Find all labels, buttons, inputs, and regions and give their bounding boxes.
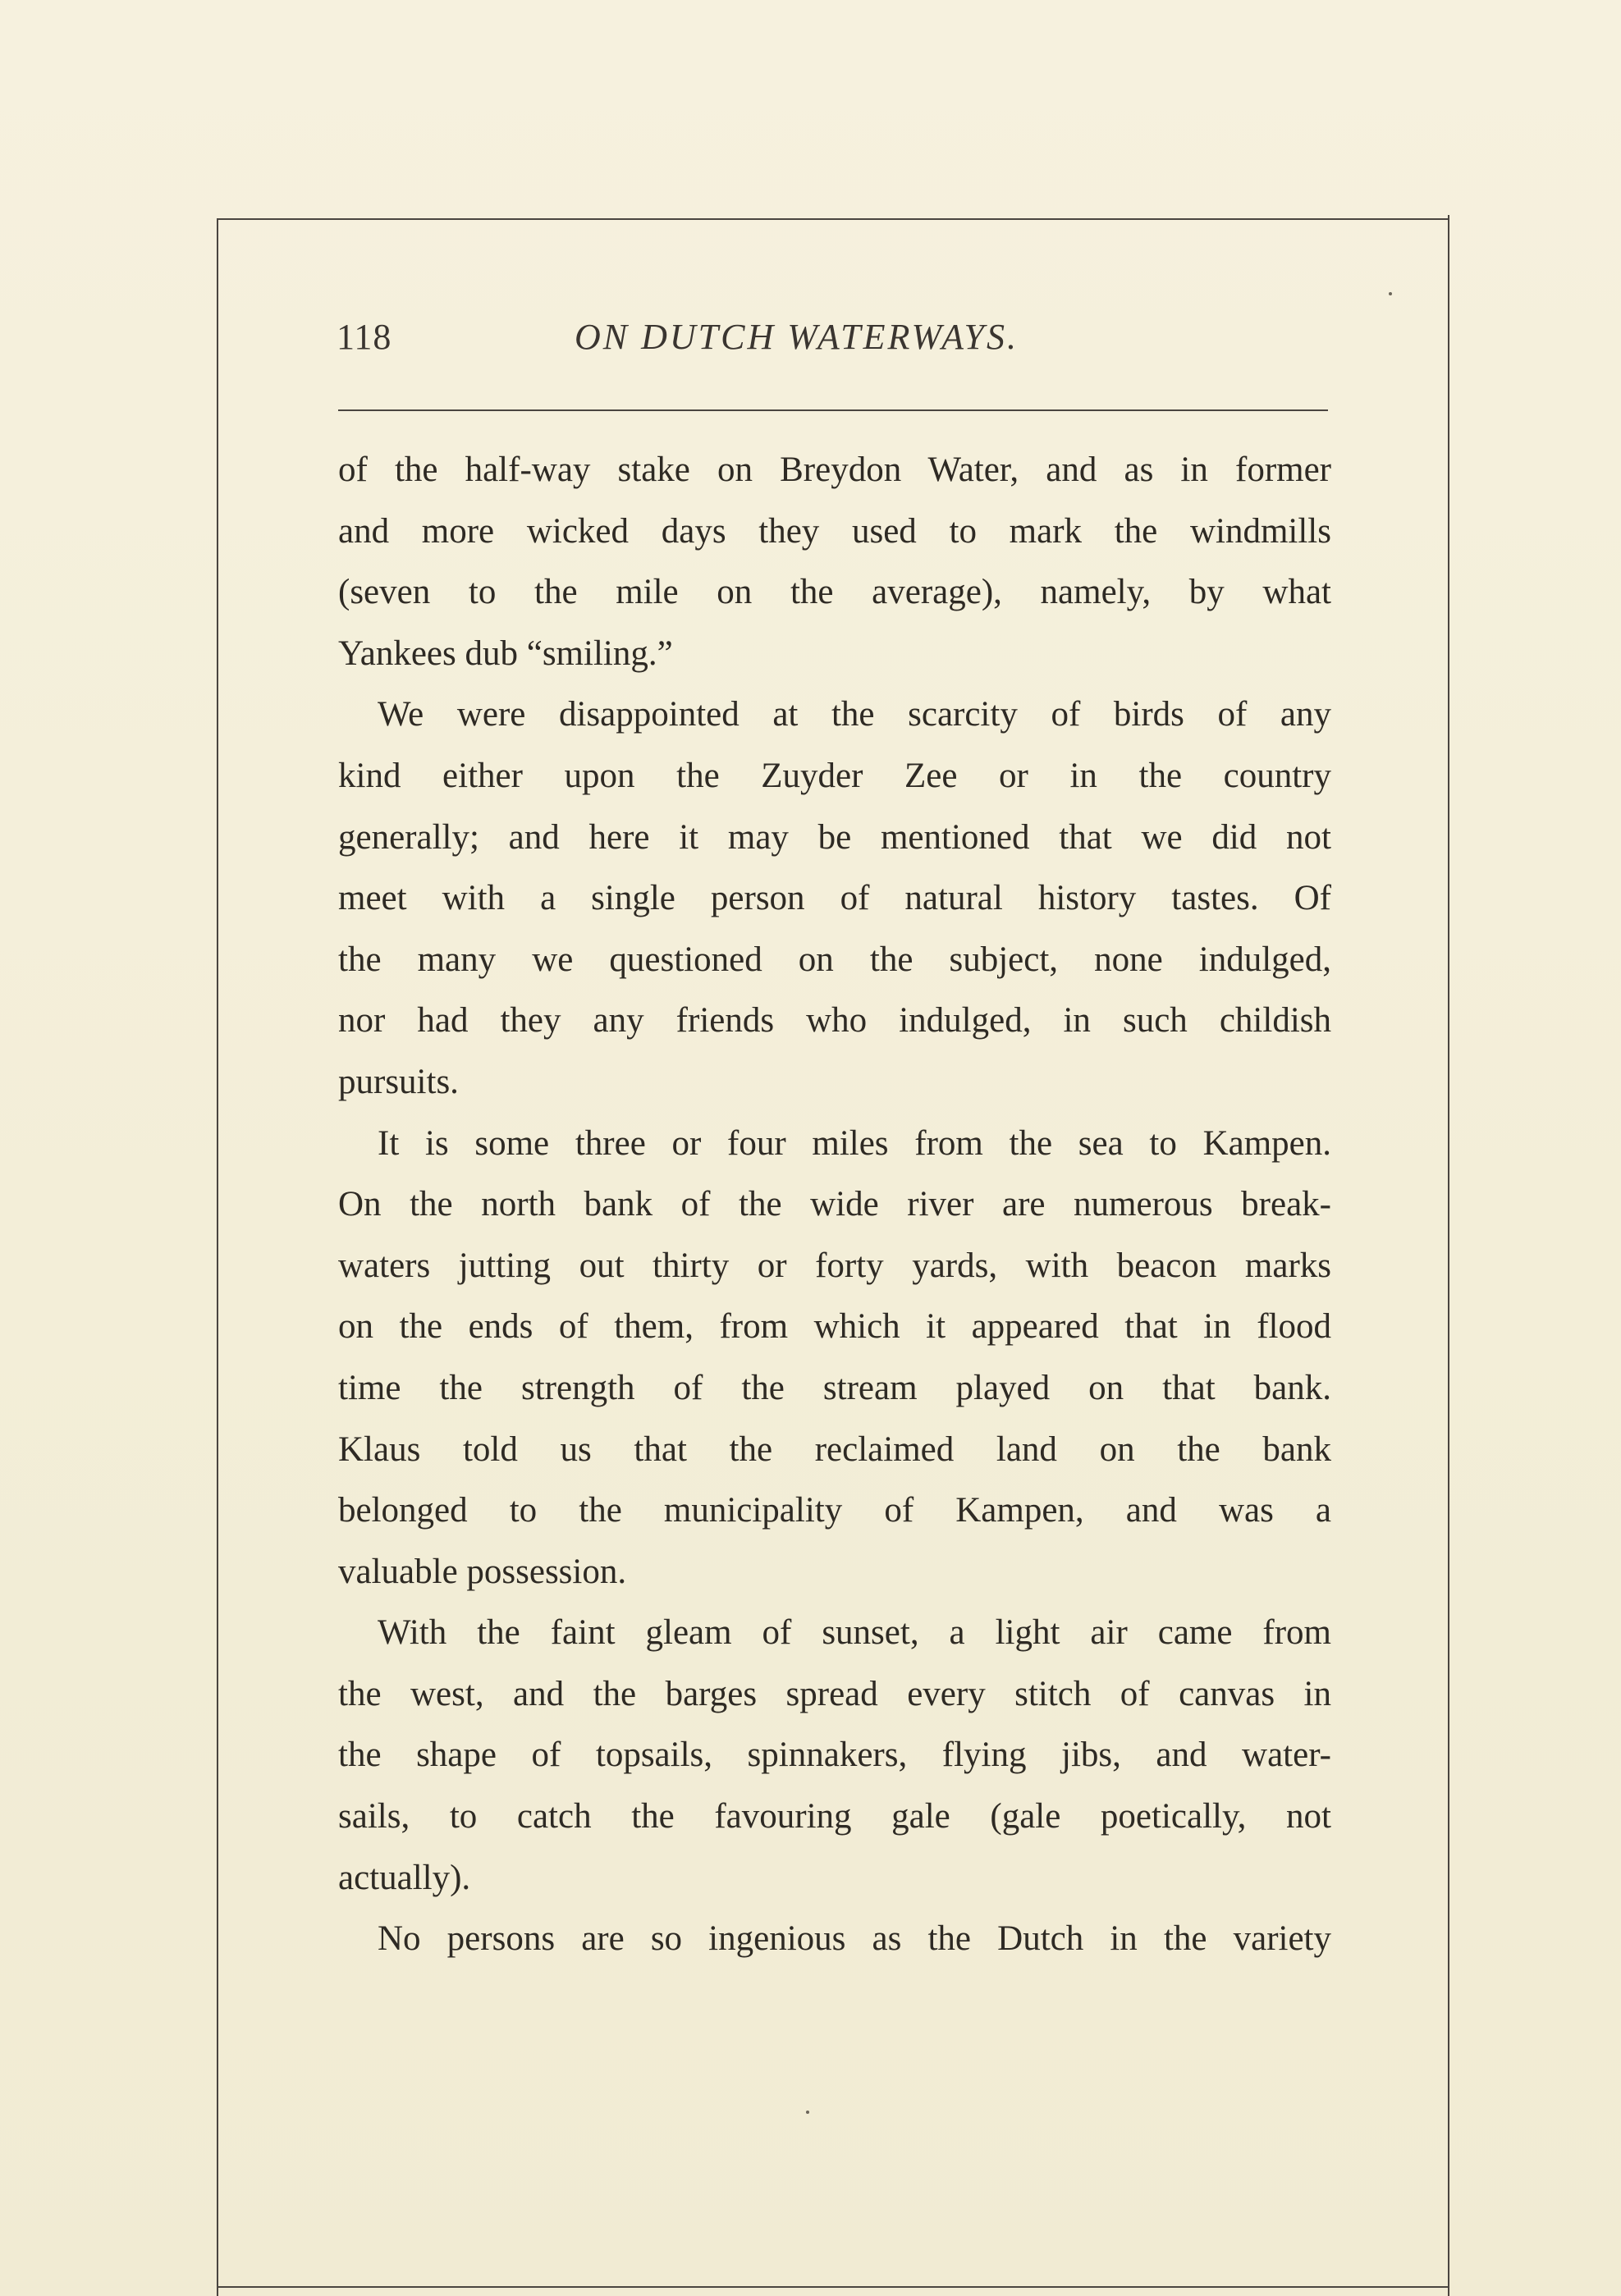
text-line: kind either upon the Zuyder Zee or in the country [338, 756, 1331, 795]
running-head [337, 316, 1330, 373]
frame-left-rule [217, 218, 218, 2296]
text-line: of the half-way stake on Breydon Water, and as in former [338, 451, 1331, 489]
text-line: time the strength of the stream played on that bank. [338, 1368, 1331, 1407]
text-line: meet with a single person of natural history tastes. Of [338, 879, 1331, 918]
text-line: and more wicked days they used to mark the windmills [338, 511, 1331, 551]
text-line: pursuits. [338, 1062, 459, 1101]
text-line: sails, to catch the favouring gale (gale poetically, not [338, 1797, 1331, 1836]
header-rule [338, 409, 1328, 411]
text-line: belonged to the municipality of Kampen, and was a [338, 1491, 1331, 1530]
text-line: nor had they any friends who indulged, in such childish [338, 1001, 1331, 1041]
body-text [338, 440, 1331, 1970]
paper-speck [806, 2111, 809, 2114]
page-number: 118 [337, 317, 392, 357]
text-line: We were disappointed at the scarcity of birds of any [378, 695, 1331, 734]
frame-top-rule [217, 218, 1449, 220]
text-line: It is some three or four miles from the sea to Kampen. [378, 1123, 1331, 1163]
text-line: (seven to the mile on the average), namely, by what [338, 573, 1331, 612]
text-line: On the north bank of the wide river are numerous break- [338, 1185, 1331, 1224]
text-line: No persons are so ingenious as the Dutch in the variety [378, 1919, 1331, 1959]
text-line: the many we questioned on the subject, none indulged, [338, 940, 1331, 979]
text-line: waters jutting out thirty or forty yards, with beacon marks [338, 1246, 1331, 1285]
frame-bottom-rule [217, 2286, 1449, 2288]
text-line: With the faint gleam of sunset, a light air came from [378, 1613, 1331, 1653]
frame-right-rule [1448, 215, 1449, 2296]
text-line: Yankees dub “smiling.” [338, 633, 673, 673]
running-title: ON DUTCH WATERWAYS. [575, 317, 1019, 357]
text-line: on the ends of them, from which it appeared that in flood [338, 1307, 1331, 1347]
paper-speck [1389, 292, 1392, 295]
text-line: Klaus told us that the reclaimed land on the bank [338, 1429, 1331, 1469]
text-line: actually). [338, 1858, 471, 1897]
text-line: the west, and the barges spread every stitch of canvas in [338, 1674, 1331, 1713]
text-line: the shape of topsails, spinnakers, flying jibs, and water- [338, 1736, 1331, 1775]
text-line: valuable possession. [338, 1552, 627, 1591]
text-line: generally; and here it may be mentioned that we did not [338, 817, 1331, 857]
